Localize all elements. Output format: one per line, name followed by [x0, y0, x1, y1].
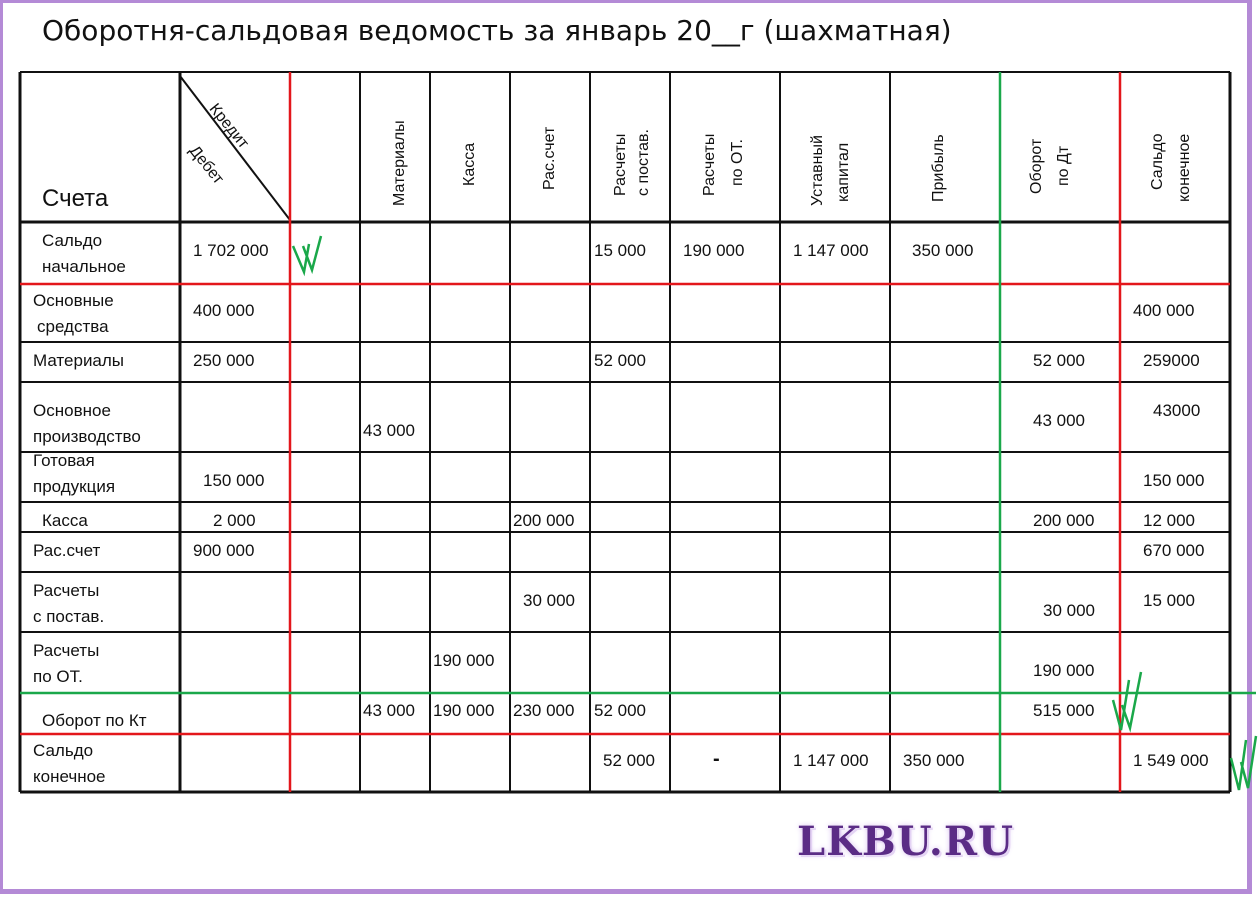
cell: 190 000: [433, 651, 495, 670]
cell: 400 000: [1133, 301, 1195, 320]
cell: 52 000: [594, 701, 646, 720]
row-label: Сальдо: [42, 231, 103, 250]
cell: 400 000: [193, 301, 255, 320]
row-label: с постав.: [33, 607, 105, 626]
col-capital-1: Уставный: [809, 135, 826, 206]
cell: 190 000: [433, 701, 495, 720]
cell: 52 000: [603, 751, 655, 770]
cell: 12 000: [1143, 511, 1195, 530]
row-label: Оборот по Кт: [42, 711, 147, 730]
cell: 1 702 000: [193, 241, 269, 260]
row-label: конечное: [33, 767, 106, 786]
cell: 1 147 000: [793, 241, 869, 260]
cell: 350 000: [903, 751, 965, 770]
cell: 30 000: [1043, 601, 1095, 620]
row-label: производство: [33, 427, 141, 446]
row-label: продукция: [33, 477, 116, 496]
col-turnover-dt-1: Оборот: [1028, 138, 1045, 194]
row-label: средства: [37, 317, 109, 336]
row-label: Сальдо: [33, 741, 94, 760]
row-label: Касса: [42, 511, 88, 530]
cell: 1 549 000: [1133, 751, 1209, 770]
col-closing-2: конечное: [1176, 133, 1193, 202]
cell: 515 000: [1033, 701, 1095, 720]
cell: 1 147 000: [793, 751, 869, 770]
cell: 2 000: [213, 511, 256, 530]
cell: 200 000: [1033, 511, 1095, 530]
col-bank: Рас.счет: [541, 126, 558, 190]
row-label: Готовая: [33, 451, 95, 470]
cell: 52 000: [1033, 351, 1085, 370]
row-label: Материалы: [33, 351, 125, 370]
cell: 250 000: [193, 351, 255, 370]
row-label: Расчеты: [33, 641, 100, 660]
cell: 190 000: [1033, 661, 1095, 680]
col-payroll-1: Расчеты: [701, 133, 718, 196]
cell: 200 000: [513, 511, 575, 530]
cell: 15 000: [1143, 591, 1195, 610]
watermark-logo: LKBU.RU: [797, 818, 1014, 865]
cell: 43 000: [363, 701, 415, 720]
header-debit: Дебет: [185, 142, 227, 188]
cell: 52 000: [594, 351, 646, 370]
row-label: начальное: [42, 257, 126, 276]
col-capital-2: капитал: [835, 142, 852, 202]
col-materials: Материалы: [391, 120, 408, 206]
cell: 43 000: [1033, 411, 1085, 430]
cell: 43 000: [363, 421, 415, 440]
row-label: Рас.счет: [33, 541, 101, 560]
cell: -: [713, 748, 720, 770]
col-profit: Прибыль: [930, 134, 947, 202]
cell: 259000: [1143, 351, 1200, 370]
cell: 43000: [1153, 401, 1201, 420]
header-accounts: Счета: [42, 185, 109, 212]
col-suppliers-2: с постав.: [635, 129, 652, 196]
cell: 30 000: [523, 591, 575, 610]
header-credit: Кредит: [205, 100, 252, 152]
row-label: Основные: [33, 291, 114, 310]
cell: 670 000: [1143, 541, 1205, 560]
cell: 900 000: [193, 541, 255, 560]
col-payroll-2: по ОТ.: [729, 139, 746, 186]
cell: 350 000: [912, 241, 974, 260]
cell: 230 000: [513, 701, 575, 720]
row-label: по ОТ.: [33, 667, 83, 686]
row-label: Расчеты: [33, 581, 100, 600]
page-title: Оборотня-сальдовая ведомость за январь 20__г (шахматная): [42, 14, 952, 47]
col-turnover-dt-2: по Дт: [1055, 145, 1072, 186]
cell: 150 000: [203, 471, 265, 490]
cell: 190 000: [683, 241, 745, 260]
cell: 150 000: [1143, 471, 1205, 490]
col-closing-1: Сальдо: [1149, 133, 1166, 190]
col-suppliers-1: Расчеты: [612, 133, 629, 196]
row-label: Основное: [33, 401, 111, 420]
cell: 15 000: [594, 241, 646, 260]
col-cash: Касса: [461, 142, 478, 186]
